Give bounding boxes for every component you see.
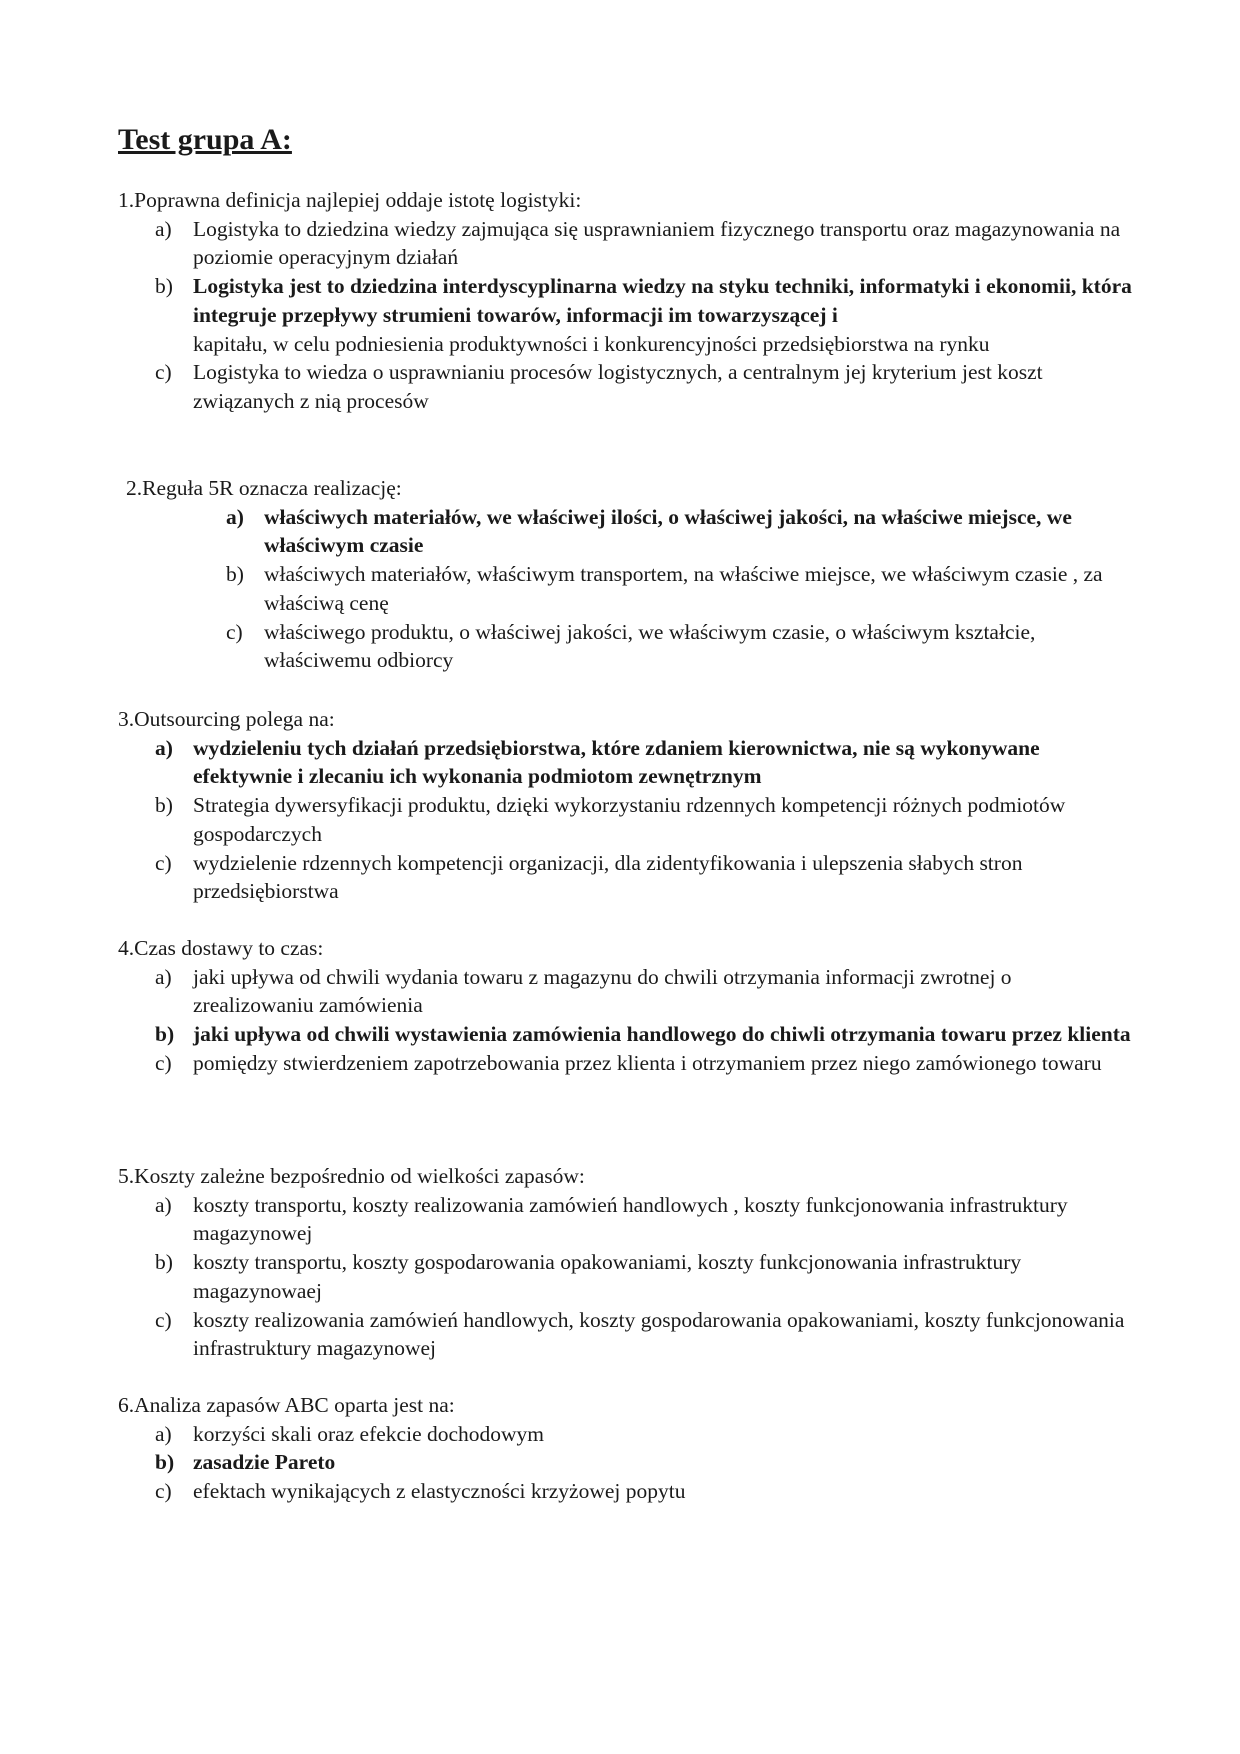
answer-text: pomiędzy stwierdzeniem zapotrzebowania przez klienta i otrzymaniem przez niego zamówionego towaru: [193, 1050, 1102, 1075]
answer-letter: b): [226, 562, 244, 587]
answer-text: korzyści skali oraz efekcie dochodowym: [193, 1421, 545, 1446]
answer-b-correct: [0, 1448, 1240, 1477]
answer-a: [0, 1420, 1240, 1449]
answer-list: [0, 215, 1240, 416]
answer-list: [0, 1420, 1240, 1506]
answer-text: koszty realizowania zamówień handlowych, koszty gospodarowania opakowaniami, koszty funkcjonowania infrastruktury magazynowej: [193, 1307, 1125, 1361]
answer-list: [0, 963, 1240, 1078]
answer-letter: b): [155, 1450, 175, 1475]
answer-text: efektach wynikających z elastyczności krzyżowej popytu: [193, 1479, 686, 1504]
answer-text: jaki upływa od chwili wydania towaru z magazynu do chwili otrzymania informacji zwrotnej o zrealizowaniu zamówienia: [193, 964, 1012, 1018]
answer-c: [0, 849, 1240, 906]
answer-text: Logistyka to dziedzina wiedzy zajmująca się usprawnianiem fizycznego transportu oraz magazynowania na poziomie operacyjnym działań: [193, 216, 1121, 270]
answer-letter: a): [155, 1421, 172, 1446]
answer-a: [0, 963, 1240, 1020]
question-prompt: 5.Koszty zależne bezpośrednio od wielkości zapasów:: [118, 1164, 585, 1188]
answer-a-correct: [0, 503, 1240, 560]
answer-text: właściwego produktu, o właściwej jakości, we właściwym czasie, o właściwym kształcie, właściwemu odbiorcy: [264, 619, 1036, 673]
answer-b: [0, 1248, 1240, 1305]
answer-letter: c): [226, 619, 243, 644]
question-prompt: 2.Reguła 5R oznacza realizację:: [126, 476, 402, 500]
question-3: [0, 705, 1240, 906]
answer-letter: b): [155, 1022, 175, 1047]
answer-letter: c): [155, 850, 172, 875]
answer-letter: c): [155, 1479, 172, 1504]
answer-b-correct: [0, 1020, 1240, 1049]
answer-letter: a): [155, 216, 172, 241]
question-5: [0, 1162, 1240, 1363]
answer-c: [0, 1477, 1240, 1506]
question-2: [0, 474, 1240, 675]
page-title: Test grupa A:: [118, 123, 292, 156]
answer-letter: b): [155, 274, 173, 299]
answer-list: [0, 503, 1240, 675]
answer-b: [0, 560, 1240, 617]
answer-text: koszty transportu, koszty gospodarowania opakowaniami, koszty funkcjonowania infrastruktury magazynowaej: [193, 1250, 1022, 1303]
answer-c: [0, 1049, 1240, 1078]
answer-text: właściwych materiałów, właściwym transportem, na właściwe miejsce, we właściwym czasie , za właściwą cenę: [264, 562, 1103, 615]
answer-a: [0, 215, 1240, 272]
answer-c: [0, 358, 1240, 415]
answer-text: Strategia dywersyfikacji produktu, dzięki wykorzystaniu rdzennych kompetencji różnych podmiotów gospodarczych: [193, 793, 1066, 846]
answer-text-continued: kapitału, w celu podniesienia produktywności i konkurencyjności przedsiębiorstwa na rynku: [193, 331, 990, 356]
answer-a-correct: [0, 734, 1240, 791]
answer-letter: c): [155, 1307, 172, 1332]
answer-c: [0, 1306, 1240, 1363]
question-6: [0, 1391, 1240, 1506]
answer-text: zasadzie Pareto: [193, 1450, 336, 1475]
answer-text: właściwych materiałów, we właściwej ilości, o właściwej jakości, na właściwe miejsce, we właściwym czasie: [264, 504, 1072, 558]
answer-a: [0, 1191, 1240, 1248]
answer-letter: c): [155, 1050, 172, 1075]
answer-list: [0, 734, 1240, 906]
answer-text: Logistyka to wiedza o usprawnianiu procesów logistycznych, a centralnym jej kryterium jest koszt związanych z nią procesów: [193, 360, 1043, 413]
answer-b: [0, 791, 1240, 848]
question-1: [0, 186, 1240, 416]
question-4: [0, 934, 1240, 1078]
answer-text: wydzielenie rdzennych kompetencji organizacji, dla zidentyfikowania i ulepszenia słabych stron przedsiębiorstwa: [193, 850, 1023, 904]
answer-text: Logistyka jest to dziedzina interdyscyplinarna wiedzy na styku techniki, informatyki i ekonomii, która integruje przepływy strumieni towarów, informacji im towarzyszącej i: [193, 274, 1132, 327]
answer-b: [0, 272, 1240, 358]
answer-list: [0, 1191, 1240, 1363]
answer-letter: a): [155, 735, 173, 760]
question-prompt: 4.Czas dostawy to czas:: [118, 936, 324, 960]
answer-letter: a): [155, 1192, 172, 1217]
answer-text: koszty transportu, koszty realizowania zamówień handlowych , koszty funkcjonowania infrastruktury magazynowej: [193, 1192, 1068, 1246]
question-prompt: 3.Outsourcing polega na:: [118, 707, 335, 731]
answer-text: jaki upływa od chwili wystawienia zamówienia handlowego do chiwli otrzymania towaru przez klienta: [193, 1022, 1131, 1047]
answer-c: [0, 618, 1240, 675]
question-prompt: 6.Analiza zapasów ABC oparta jest na:: [118, 1393, 455, 1417]
question-prompt: 1.Poprawna definicja najlepiej oddaje istotę logistyki:: [118, 188, 582, 212]
answer-letter: b): [155, 793, 173, 818]
answer-letter: a): [155, 964, 172, 989]
answer-letter: c): [155, 360, 172, 385]
answer-letter: b): [155, 1250, 173, 1275]
answer-letter: a): [226, 504, 244, 529]
answer-text: wydzieleniu tych działań przedsiębiorstwa, które zdaniem kierownictwa, nie są wykonywane efektywnie i zlecaniu ich wykonania podmiotom zewnętrznym: [193, 735, 1040, 789]
